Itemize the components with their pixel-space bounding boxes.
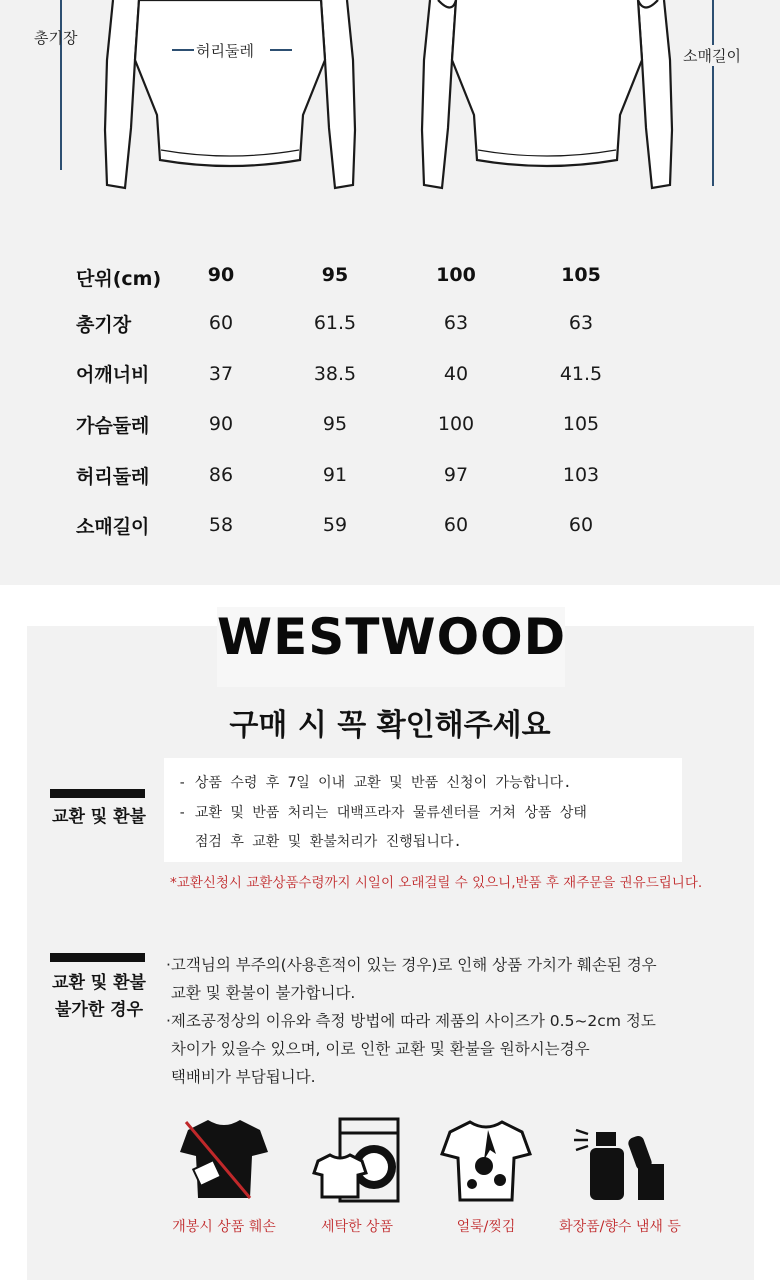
row-label: 어깨너비 (76, 364, 150, 386)
table-cell: 100 (437, 413, 475, 435)
table-cell: 60 (208, 312, 234, 334)
table-header-size-105: 105 (561, 264, 601, 286)
not-allowed-title-line2: 불가한 경우 (54, 1000, 144, 1020)
table-cell: 61.5 (313, 312, 357, 334)
total-length-guide-line (60, 0, 62, 170)
table-header-size-100: 100 (436, 264, 476, 286)
row-label: 가슴둘레 (76, 415, 150, 437)
icon-caption-cosmetics: 화장품/향수 냄새 등 (559, 1219, 681, 1235)
row-label: 허리둘레 (76, 466, 150, 488)
total-length-label: 총기장 (34, 29, 78, 47)
brand-logo: WESTWOOD (217, 607, 565, 687)
exchange-info-box (164, 758, 682, 862)
table-cell: 63 (443, 312, 469, 334)
table-cell: 38.5 (313, 363, 357, 385)
table-cell: 91 (322, 464, 348, 486)
row-label: 총기장 (76, 314, 132, 336)
torn-tag-shirt-icon (178, 1118, 270, 1200)
table-cell: 37 (208, 363, 234, 385)
table-header-size-90: 90 (207, 264, 235, 286)
table-header-size-95: 95 (321, 264, 349, 286)
not-allowed-line: 교환 및 환불이 불가합니다. (166, 984, 356, 1002)
table-header-unit: 단위(cm) (76, 268, 162, 290)
icon-caption-washed: 세탁한 상품 (320, 1219, 394, 1235)
table-cell: 63 (568, 312, 594, 334)
garment-back-illustration (412, 0, 682, 195)
table-cell: 58 (208, 514, 234, 536)
not-allowed-section-bar (50, 953, 145, 962)
table-cell: 95 (322, 413, 348, 435)
table-cell: 59 (322, 514, 348, 536)
exchange-section-bar (50, 789, 145, 798)
icon-caption-opened: 개봉시 상품 훼손 (172, 1219, 276, 1235)
cosmetics-icon (572, 1122, 670, 1204)
exchange-warning-note: *교환신청시 교환상품수령까지 시일이 오래걸릴 수 있으니,반품 후 재주문을 권유드립니다. (170, 875, 703, 891)
table-cell: 103 (562, 464, 600, 486)
table-cell: 105 (562, 413, 600, 435)
size-guide-panel (0, 0, 780, 585)
waist-guide-line-right (270, 49, 292, 51)
not-allowed-line: 차이가 있을수 있으며, 이로 인한 교환 및 환불을 원하시는경우 (166, 1040, 590, 1058)
exchange-line: - 교환 및 반품 처리는 대백프라자 물류센터를 거쳐 상품 상태 (178, 805, 587, 821)
not-allowed-title-line1: 교환 및 환불 (52, 973, 146, 993)
exchange-line: - 상품 수령 후 7일 이내 교환 및 반품 신청이 가능합니다. (178, 775, 572, 791)
table-cell: 60 (443, 514, 469, 536)
table-cell: 97 (443, 464, 469, 486)
table-cell: 41.5 (559, 363, 603, 385)
table-cell: 86 (208, 464, 234, 486)
sleeve-guide-line (712, 0, 714, 186)
row-label: 소매길이 (76, 516, 150, 538)
not-allowed-line: ·제조공정상의 이유와 측정 방법에 따라 제품의 사이즈가 0.5~2cm 정도 (166, 1012, 656, 1030)
notice-title: 구매 시 꼭 확인해주세요 (229, 708, 551, 743)
exchange-section-title: 교환 및 환불 (52, 807, 146, 827)
table-cell: 40 (443, 363, 469, 385)
stained-shirt-icon (440, 1120, 532, 1202)
washing-machine-icon (312, 1117, 402, 1203)
sleeve-label: 소매길이 (683, 47, 741, 65)
icon-caption-stain: 얼룩/찢김 (456, 1219, 516, 1235)
waist-guide-line-left (172, 49, 194, 51)
table-cell: 60 (568, 514, 594, 536)
waist-label: 허리둘레 (196, 42, 254, 60)
table-cell: 90 (208, 413, 234, 435)
garment-front-illustration (95, 0, 365, 195)
exchange-line: 점검 후 교환 및 환불처리가 진행됩니다. (178, 834, 462, 850)
not-allowed-line: ·고객님의 부주의(사용흔적이 있는 경우)로 인해 상품 가치가 훼손된 경우 (166, 956, 657, 974)
not-allowed-line: 택배비가 부담됩니다. (166, 1068, 316, 1086)
